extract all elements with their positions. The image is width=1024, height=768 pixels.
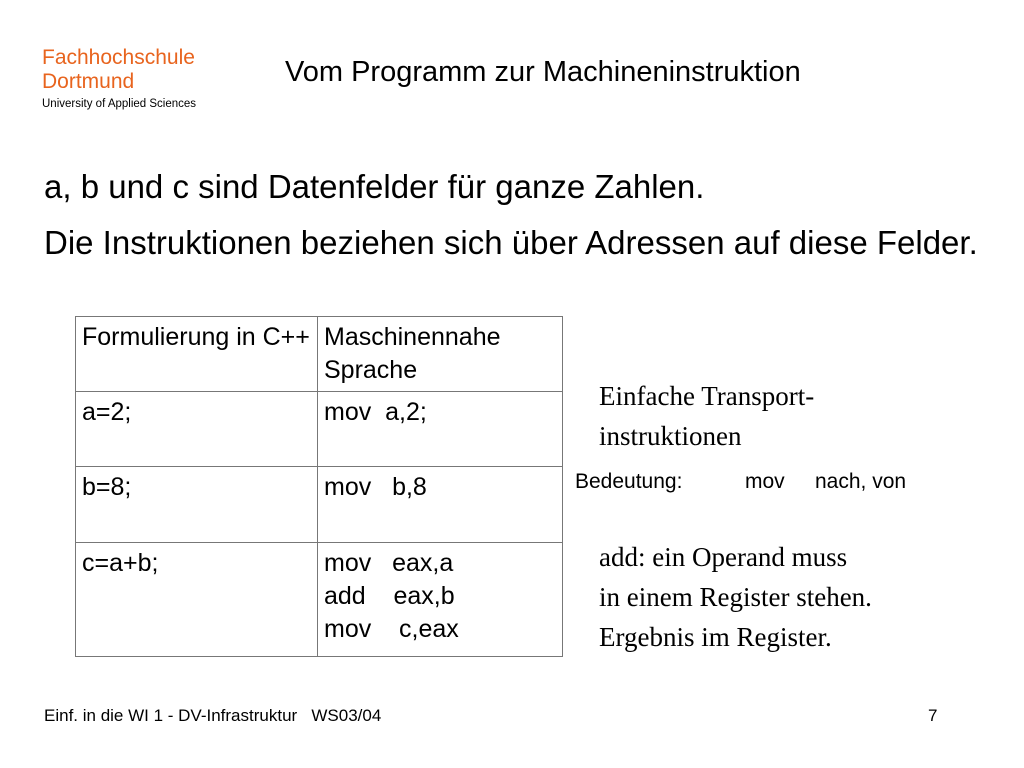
meaning-args: nach, von <box>815 470 907 493</box>
logo <box>42 46 196 110</box>
transport-note-line1: Einfache Transport- <box>599 381 815 411</box>
table-row <box>76 392 563 467</box>
table-row <box>76 543 563 657</box>
cpp-cell: b=8; <box>76 467 318 543</box>
add-note <box>599 537 872 657</box>
add-note-line2: in einem Register stehen. <box>599 582 872 612</box>
meaning-label: Bedeutung: <box>575 470 683 493</box>
meaning-mov: mov <box>745 470 785 493</box>
intro-line-1: a, b und c sind Datenfelder für ganze Zahlen. <box>44 168 705 205</box>
header-asm: Maschinennahe Sprache <box>318 317 563 392</box>
cpp-cell: a=2; <box>76 392 318 467</box>
add-note-line3: Ergebnis im Register. <box>599 622 832 652</box>
asm-line: mov b,8 <box>324 473 427 501</box>
asm-cell <box>318 392 563 467</box>
asm-line: add eax,b <box>324 582 455 610</box>
slide-title: Vom Programm zur Machineninstruktion <box>285 56 801 88</box>
intro-line-2: Die Instruktionen beziehen sich über Adressen auf diese Felder. <box>44 224 978 261</box>
code-comparison-table <box>75 316 563 657</box>
asm-cell <box>318 467 563 543</box>
table-header-row <box>76 317 563 392</box>
asm-cell <box>318 543 563 657</box>
add-note-line1: add: ein Operand muss <box>599 542 848 572</box>
intro-text <box>44 165 994 277</box>
logo-line2: Dortmund <box>42 70 135 93</box>
transport-note <box>599 376 814 456</box>
cpp-cell: c=a+b; <box>76 543 318 657</box>
transport-note-line2: instruktionen <box>599 421 742 451</box>
logo-line1: Fachhochschule <box>42 46 195 69</box>
asm-line: mov eax,a <box>324 549 454 577</box>
header-cpp: Formulierung in C++ <box>76 317 318 392</box>
footer-course: Einf. in die WI 1 - DV-Infrastruktur WS03/04 <box>44 706 382 725</box>
logo-subtitle: University of Applied Sciences <box>42 98 197 110</box>
asm-line: mov c,eax <box>324 615 459 643</box>
meaning-note <box>575 470 906 494</box>
table-row <box>76 467 563 543</box>
asm-line: mov a,2; <box>324 398 427 426</box>
page-number: 7 <box>928 706 938 725</box>
